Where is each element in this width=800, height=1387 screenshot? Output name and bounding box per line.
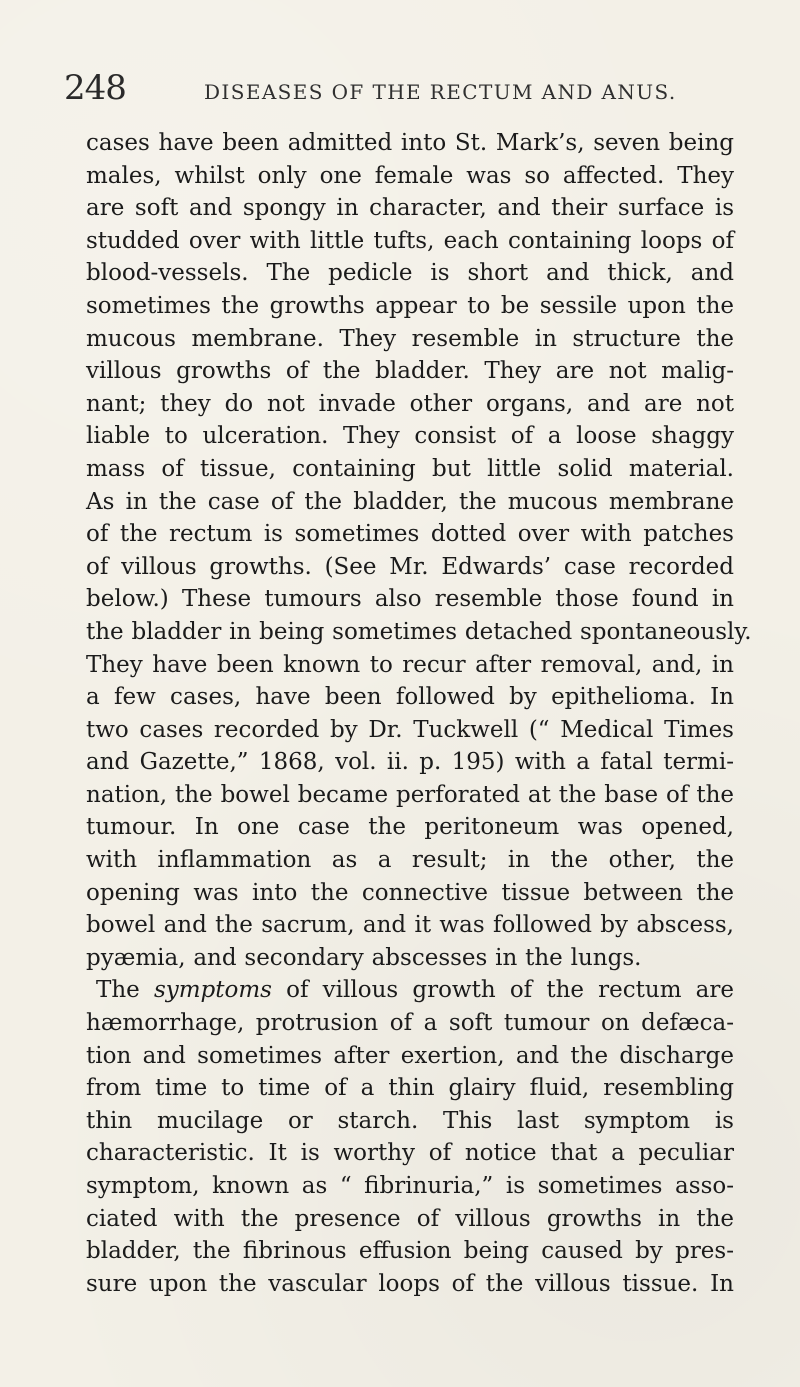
text-line: They have been known to recur after removal, and, in [86,651,734,678]
text-line: below.) These tumours also resemble those found in [86,586,734,613]
text-line: males, whilst only one female was so affected. They [86,162,734,189]
text-line: As in the case of the bladder, the mucous membrane [86,488,734,515]
text-line: sure upon the vascular loops of the villous tissue. In [86,1270,734,1297]
text-line: cases have been admitted into St. Mark’s, seven being [86,130,734,156]
text-line: with inflammation as a result; in the other, the [86,847,734,874]
body-text [86,127,752,1300]
text-line: bowel and the sacrum, and it was followed by abscess, [86,912,734,939]
text-line: ciated with the presence of villous growths in the [86,1205,734,1232]
symptoms-italic: symptoms [153,977,272,1004]
text-line: hæmorrhage, protrusion of a soft tumour on defæca- [86,1010,734,1037]
text-line: a few cases, have been followed by epithelioma. In [86,684,734,711]
text-line: liable to ulceration. They consist of a loose shaggy [86,423,734,450]
text-line: villous growths of the bladder. They are not malig- [86,358,734,385]
text-line: the bladder in being sometimes detached spontaneously. [86,618,752,645]
symptoms-rest: of villous growth of the rectum are [271,977,734,1004]
symptoms-paragraph-first-line [86,974,734,1007]
running-head: DISEASES OF THE RECTUM AND ANUS. [204,80,677,104]
text-line: nant; they do not invade other organs, and are not [86,390,734,417]
text-line: sometimes the growths appear to be sessile upon the [86,292,734,319]
text-line: blood-vessels. The pedicle is short and thick, and [86,260,734,287]
text-line: nation, the bowel became perforated at the base of the [86,781,734,808]
text-line: of villous growths. (See Mr. Edwards’ case recorded [86,553,734,580]
text-line: of the rectum is sometimes dotted over with patches [86,521,734,548]
text-line: two cases recorded by Dr. Tuckwell (“ Medical Times [86,716,734,743]
text-line: are soft and spongy in character, and their surface is [86,195,734,222]
symptoms-lead: The [96,977,154,1004]
text-line: symptom, known as “ fibrinuria,” is sometimes asso- [86,1173,734,1199]
text-line: and Gazette,” 1868, vol. ii. p. 195) with a fatal termi- [86,749,734,776]
text-line: thin mucilage or starch. This last symptom is [86,1107,734,1134]
text-line: mass of tissue, containing but little solid material. [86,455,734,482]
text-line: characteristic. It is worthy of notice that a peculiar [86,1140,734,1167]
text-line: from time to time of a thin glairy fluid, resembling [86,1075,734,1102]
text-line: bladder, the fibrinous effusion being caused by pres- [86,1238,734,1265]
text-line: studded over with little tufts, each containing loops of [86,227,734,254]
page-number: 248 [64,68,126,108]
text-line: opening was into the connective tissue between the [86,879,734,906]
text-line: tion and sometimes after exertion, and the discharge [86,1042,734,1069]
text-line: mucous membrane. They resemble in structure the [86,325,734,352]
text-line: tumour. In one case the peritoneum was opened, [86,814,734,841]
page-header [64,68,740,108]
paragraph-end-line: pyæmia, and secondary abscesses in the lungs. [86,944,642,971]
